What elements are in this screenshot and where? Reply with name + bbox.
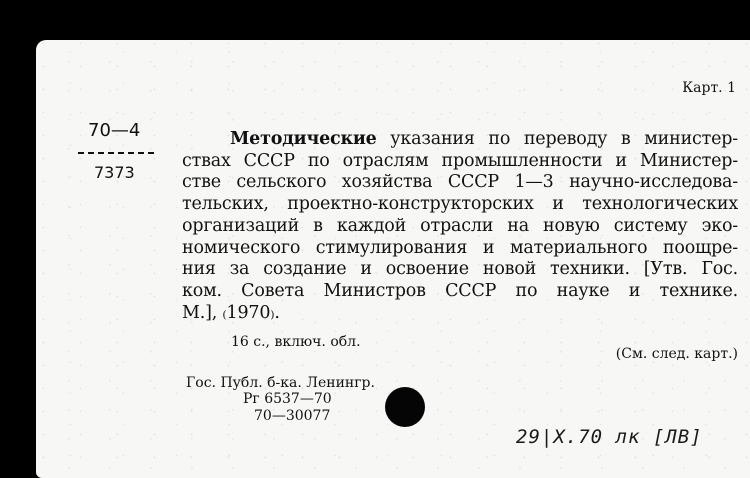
pagination-note: 16 с., включ. обл. bbox=[231, 334, 361, 350]
shelf-mark-divider bbox=[78, 152, 154, 154]
description-line: номического стимулирования и материального поощре- bbox=[182, 237, 738, 258]
description-line: М.], ₍1970₎. bbox=[182, 302, 280, 323]
shelf-mark-top: 70—4 bbox=[88, 120, 141, 141]
shelf-mark-bottom: 7373 bbox=[94, 163, 135, 182]
title-lead: Методические bbox=[230, 129, 377, 149]
library-name: Гос. Публ. б-ка. Ленингр. bbox=[186, 375, 375, 391]
description-line: ствах СССР по отраслям промышленности и Министер- bbox=[182, 150, 738, 171]
punch-hole bbox=[385, 387, 425, 427]
description-line: стве сельского хозяйства СССР 1—3 научно-исследова- bbox=[182, 172, 738, 193]
card-number: Карт. 1 bbox=[682, 80, 736, 96]
description-line: организаций в каждой отрасли на новую систему эко- bbox=[182, 215, 738, 236]
handwritten-note: 29|X.70 лк [ЛВ] bbox=[516, 426, 703, 448]
description-line: ком. Совета Министров СССР по науке и технике. bbox=[182, 280, 738, 301]
order-number: Рг 6537—70 bbox=[243, 391, 332, 407]
bibliographic-description bbox=[182, 129, 738, 324]
continued-note: (См. след. карт.) bbox=[615, 346, 738, 362]
description-line bbox=[182, 129, 738, 151]
print-number: 70—30077 bbox=[254, 408, 331, 424]
catalog-card bbox=[36, 40, 750, 478]
description-line-text: указания по переводу в министер- bbox=[390, 129, 738, 149]
description-line: тельских, проектно-конструкторских и технологических bbox=[182, 194, 738, 215]
description-line: ния за создание и освоение новой техники. [Утв. Гос. bbox=[182, 259, 738, 280]
